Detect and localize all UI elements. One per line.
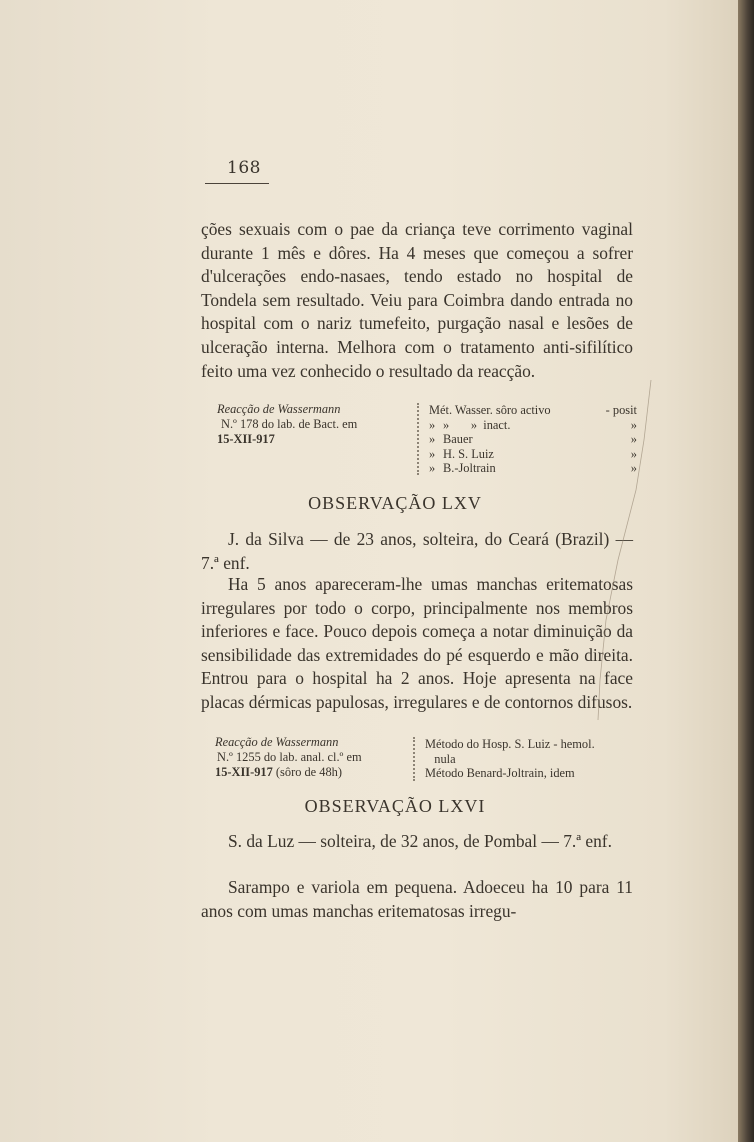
reaction-note-1: [217, 402, 417, 446]
reaction-result-row: [429, 403, 637, 418]
reaction-results-2: [413, 737, 655, 781]
reaction-results-1: [417, 403, 637, 475]
observation-heading-lxv: OBSERVAÇÃO LXV: [308, 493, 482, 513]
paragraph-patient-lxv: J. da Silva — de 23 anos, solteira, do Ceará (Brazil) — 7.ª enf.: [201, 529, 633, 573]
page-number-rule: [205, 183, 269, 184]
reaction-result-row: [429, 447, 637, 462]
reaction-method: H. S. Luiz: [443, 446, 494, 461]
ditto-marker: »: [429, 446, 436, 461]
ditto-marker: »: [429, 417, 436, 432]
reaction-title: Reacção de Wassermann: [215, 735, 339, 749]
reaction-date: 15-XII-917: [215, 764, 273, 779]
paragraph-patient-lxvi: S. da Luz — solteira, de 32 anos, de Pombal — 7.ª enf.: [228, 831, 612, 851]
reaction-lab-line: N.º 1255 do lab. anal. cl.º em: [217, 749, 362, 764]
reaction-serum: (sôro de 48h): [272, 764, 342, 779]
reaction-method: B.-Joltrain: [443, 461, 496, 476]
reaction-date: 15-XII-917: [217, 431, 275, 446]
reaction-method: Mét. Wasser. sôro activo: [429, 403, 551, 417]
page-number: 168: [227, 158, 261, 178]
book-edge: [738, 0, 754, 1142]
reaction-lab-line: N.º 178 do lab. de Bact. em: [221, 416, 358, 431]
reaction-result-row: [429, 461, 637, 476]
reaction-method: Bauer: [443, 432, 473, 447]
observation-heading-lxvi: OBSERVAÇÃO LXVI: [304, 796, 486, 816]
reaction-result: - posit: [605, 403, 637, 417]
reaction-result-line: Método Benard-Joltrain, idem: [425, 766, 575, 781]
paragraph-case-continuation: ções sexuais com o pae da criança teve corrimento vaginal durante 1 mês e dôres. Ha 4 meses que começou a sofrer d'ulcerações endo-nasaes, tendo estado no hospital de Tondela sem resultado. Veiu para Coimbra dando entrada no hospital com o nariz tumefeito, purgação nasal e lesões de ulceração interna. Melhora com o tratamento anti-sifilítico feito uma vez conhecido o resultado da reacção.: [201, 219, 633, 381]
reaction-result-row: [429, 432, 637, 447]
ditto-marker: »: [429, 461, 436, 476]
reaction-result: »: [630, 461, 637, 476]
reaction-note-2: [215, 735, 415, 779]
reaction-result: »: [630, 417, 637, 432]
reaction-result: »: [630, 446, 637, 461]
reaction-title: Reacção de Wassermann: [217, 402, 341, 416]
reaction-result-row: [429, 418, 637, 433]
reaction-method: » » inact.: [443, 417, 511, 432]
ditto-marker: »: [429, 432, 436, 447]
reaction-result: »: [630, 432, 637, 447]
paragraph-history-lxv: Ha 5 anos apareceram-lhe umas manchas eritematosas irregulares por todo o corpo, principalmente nos membros inferiores e face. Pouco depois começa a notar diminuição da sensibilidade das extremidades do pé esquerdo e mão direita. Entrou para o hospital ha 2 anos. Hoje apresenta na face placas dérmicas papulosas, irregulares e de contornos difusos.: [201, 574, 633, 712]
reaction-result-line: nula: [425, 751, 456, 766]
paragraph-history-lxvi: Sarampo e variola em pequena. Adoeceu ha 10 para 11 anos com umas manchas eritematosas irregu-: [201, 877, 633, 921]
reaction-result-line: Método do Hosp. S. Luiz - hemol.: [425, 737, 595, 751]
